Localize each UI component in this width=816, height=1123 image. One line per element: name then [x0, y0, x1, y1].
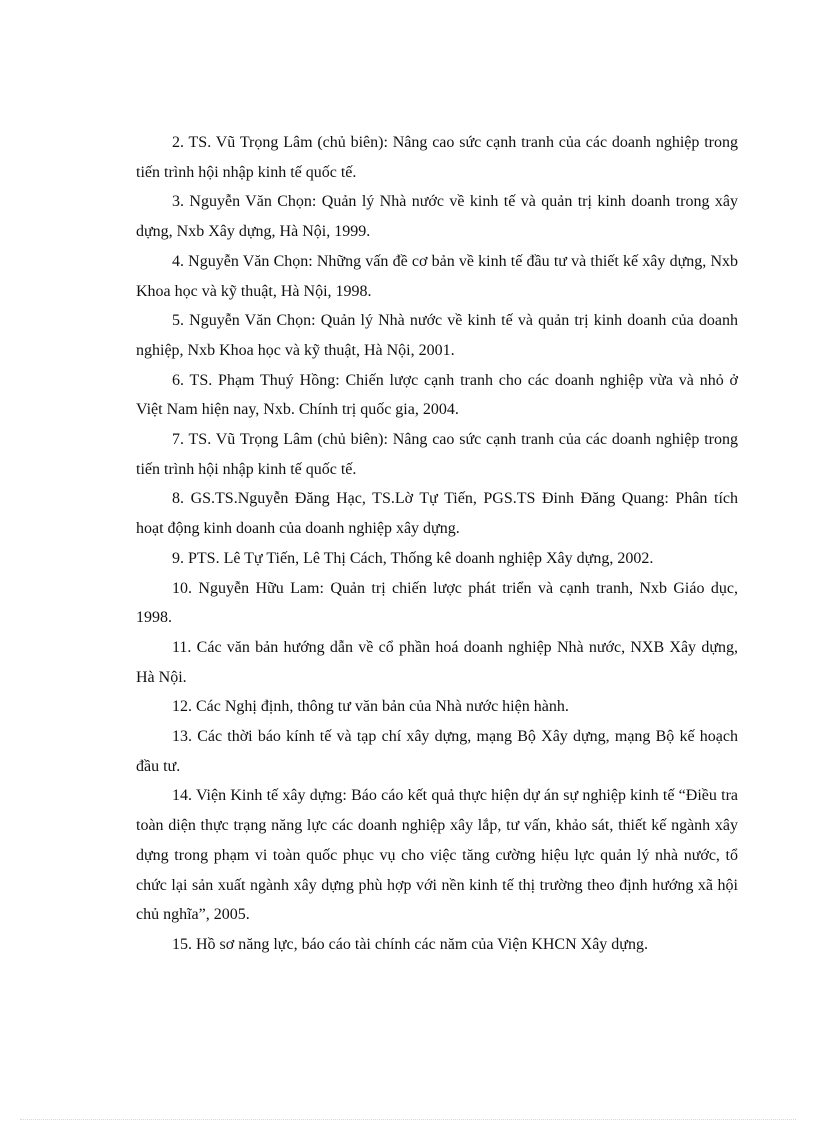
reference-item: 13. Các thời báo kính tế và tạp chí xây dựng, mạng Bộ Xây dựng, mạng Bộ kế hoạch đầu tư.	[136, 728, 738, 775]
reference-list	[136, 128, 738, 960]
reference-item: 9. PTS. Lê Tự Tiến, Lê Thị Cách, Thống kê doanh nghiệp Xây dựng, 2002.	[172, 549, 654, 567]
reference-item: 14. Viện Kinh tế xây dựng: Báo cáo kết quả thực hiện dự án sự nghiệp kinh tế “Điều tra toàn diện thực trạng năng lực các doanh nghiệp xây lắp, tư vấn, khảo sát, thiết kế ngành xây dựng trong phạm vi toàn quốc phục vụ cho việc tăng cường hiệu lực quản lý nhà nước, tổ chức lại sản xuất ngành xây dựng phù hợp với nền kinh tế thị trường theo định hướng xã hội chủ nghĩa”, 2005.	[136, 787, 738, 924]
reference-item: 10. Nguyễn Hữu Lam: Quản trị chiến lược phát triển và cạnh tranh, Nxb Giáo dục, 1998.	[136, 579, 738, 627]
reference-item: 12. Các Nghị định, thông tư văn bản của Nhà nước hiện hành.	[172, 698, 569, 716]
page-bottom-divider	[20, 1119, 796, 1120]
reference-item: 7. TS. Vũ Trọng Lâm (chủ biên): Nâng cao sức cạnh tranh của các doanh nghiệp trong tiến trình hội nhập kinh tế quốc tế.	[136, 431, 738, 478]
reference-item: 2. TS. Vũ Trọng Lâm (chủ biên): Nâng cao sức cạnh tranh của các doanh nghiệp trong tiến trình hội nhập kinh tế quốc tế.	[136, 134, 738, 181]
reference-item: 15. Hồ sơ năng lực, báo cáo tài chính các năm của Viện KHCN Xây dựng.	[172, 935, 648, 953]
reference-item: 4. Nguyễn Văn Chọn: Những vấn đề cơ bản về kinh tế đầu tư và thiết kế xây dựng, Nxb Khoa học và kỹ thuật, Hà Nội, 1998.	[136, 252, 738, 300]
reference-item: 11. Các văn bản hướng dẫn về cổ phần hoá doanh nghiệp Nhà nước, NXB Xây dựng, Hà Nội.	[136, 638, 738, 686]
reference-item: 3. Nguyễn Văn Chọn: Quản lý Nhà nước về kinh tế và quản trị kinh doanh trong xây dựng, Nxb Xây dựng, Hà Nội, 1999.	[136, 193, 738, 241]
reference-item: 6. TS. Phạm Thuý Hồng: Chiến lược cạnh tranh cho các doanh nghiệp vừa và nhỏ ở Việt Nam hiện nay, Nxb. Chính trị quốc gia, 2004.	[136, 371, 738, 419]
reference-item: 8. GS.TS.Nguyễn Đăng Hạc, TS.Lờ Tự Tiến, PGS.TS Đinh Đăng Quang: Phân tích hoạt động kinh doanh của doanh nghiệp xây dựng.	[136, 490, 738, 538]
reference-item: 5. Nguyễn Văn Chọn: Quản lý Nhà nước về kinh tế và quản trị kinh doanh của doanh nghiệp, Nxb Khoa học và kỹ thuật, Hà Nội, 2001.	[136, 312, 738, 359]
